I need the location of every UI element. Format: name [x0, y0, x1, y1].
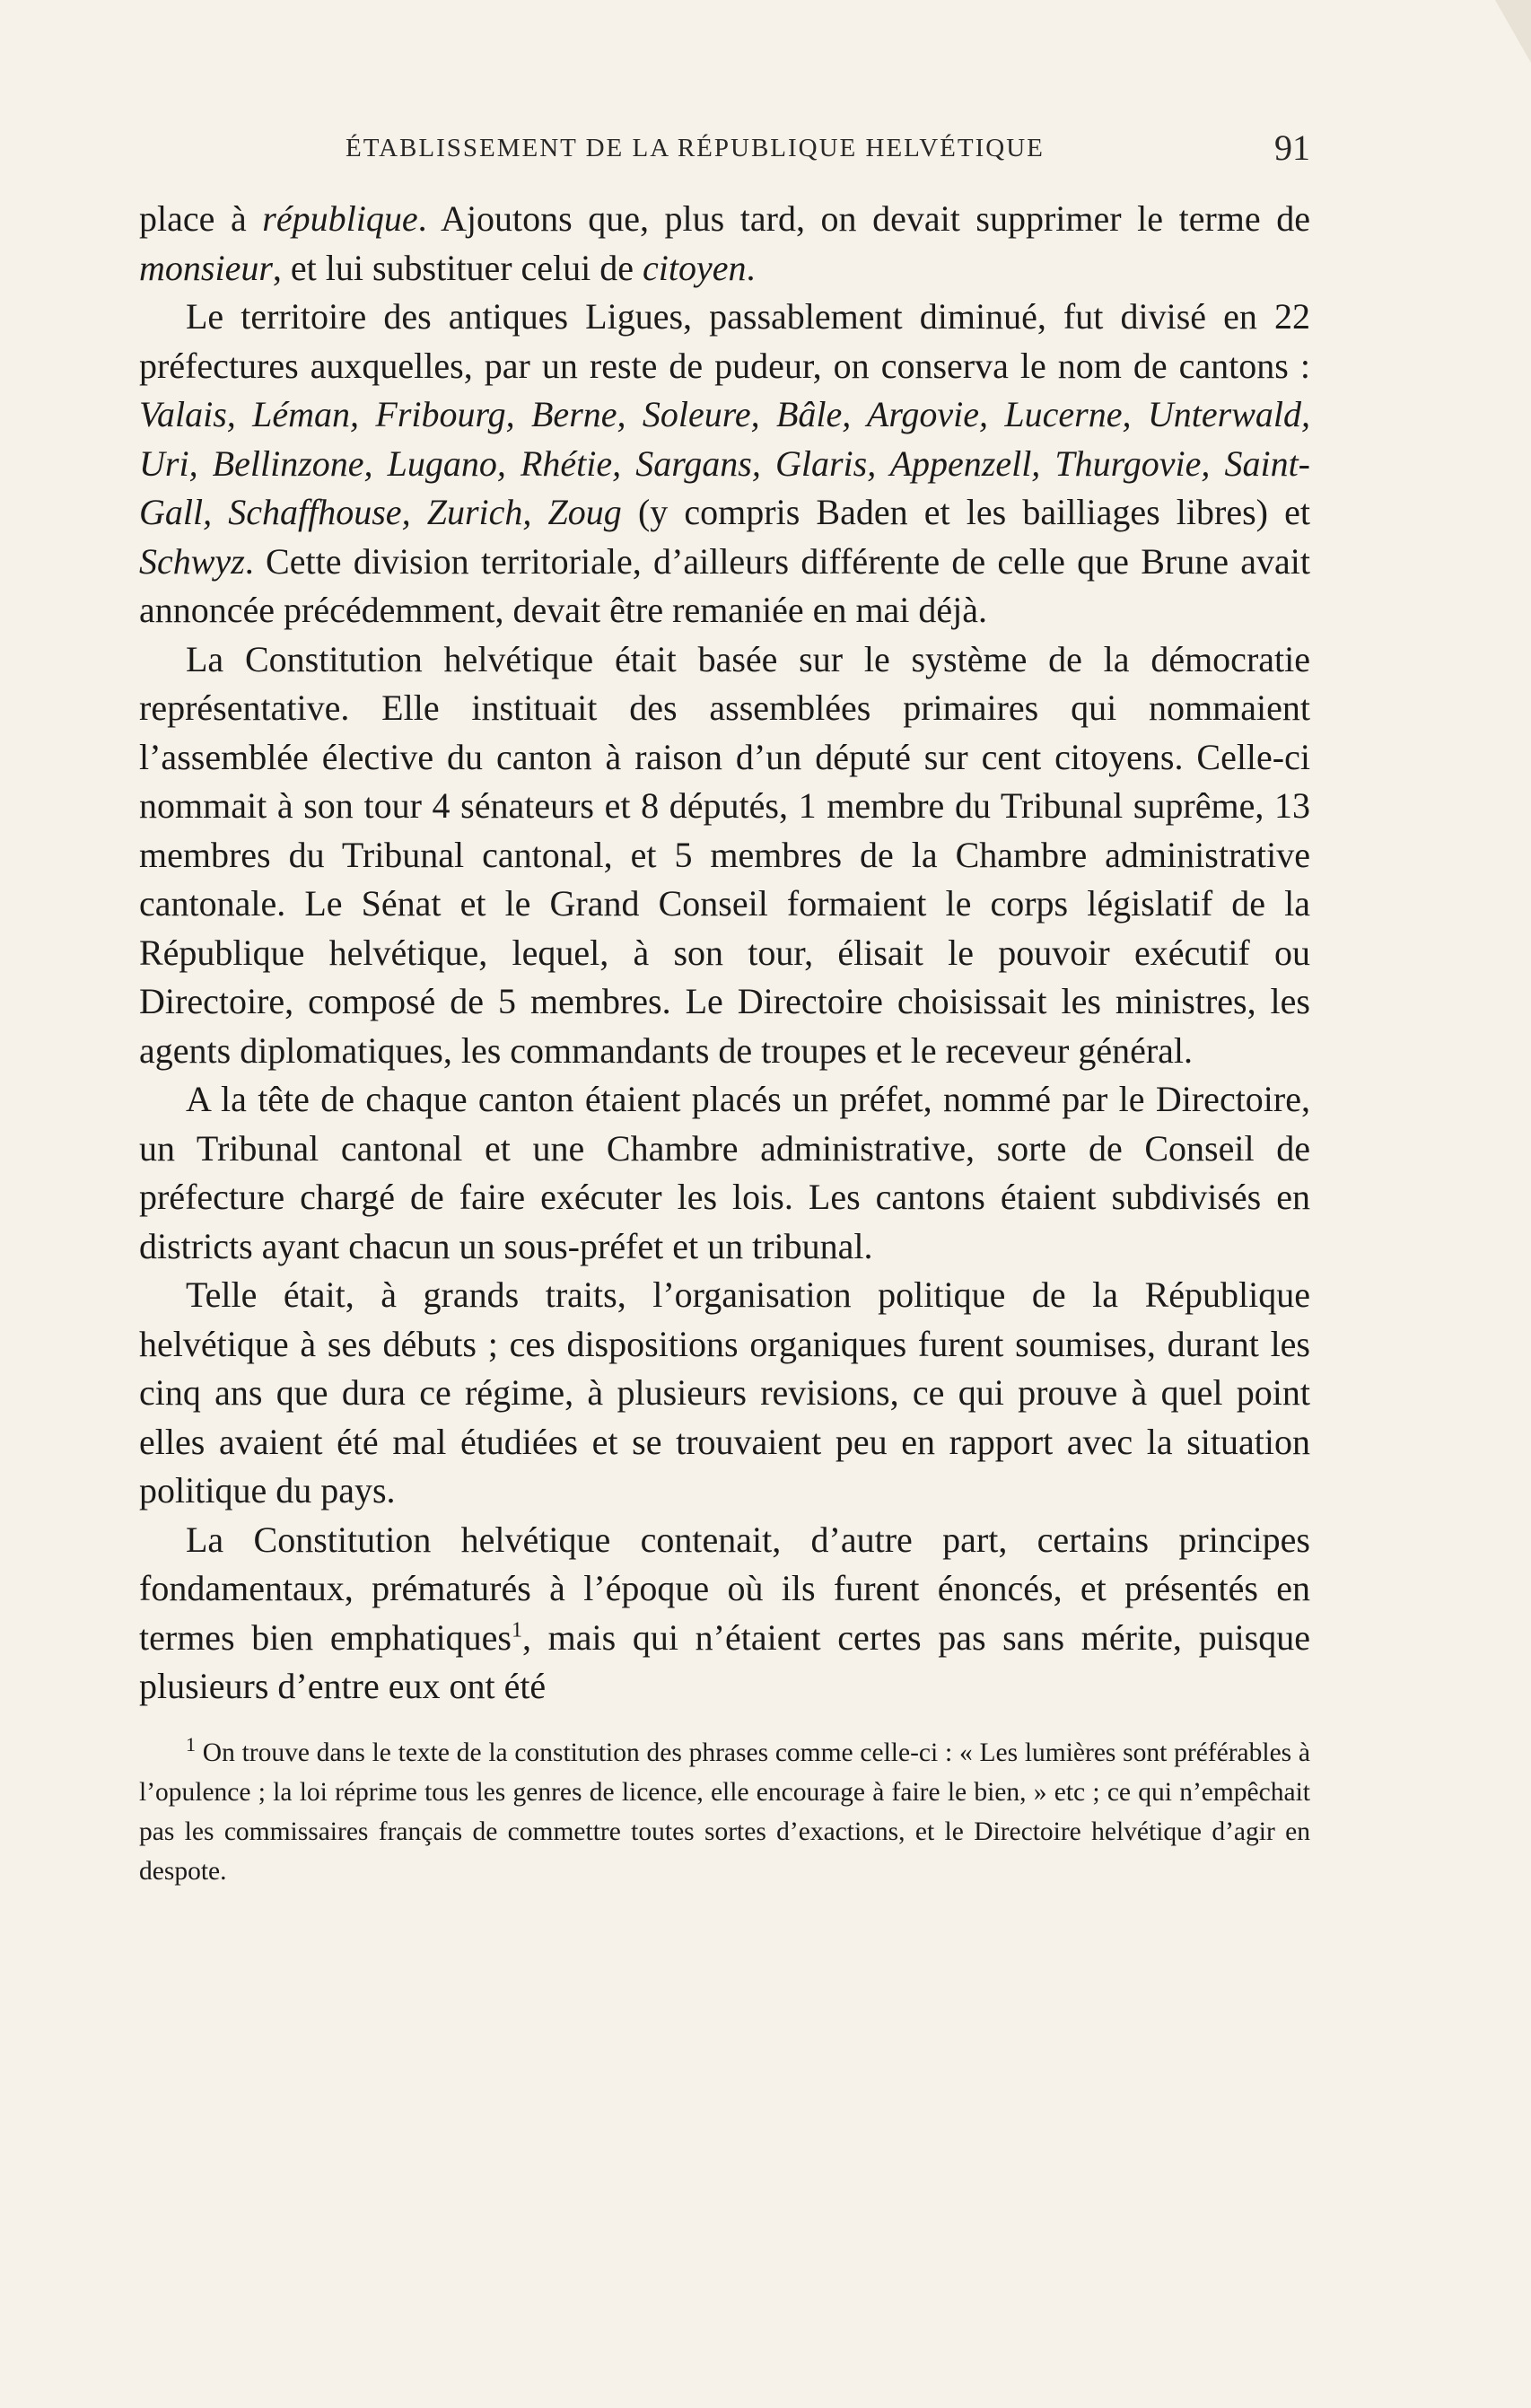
book-page: [139, 127, 1311, 1891]
paragraph: [139, 1075, 1310, 1271]
text-run: place à: [139, 198, 263, 239]
paragraph: [139, 293, 1310, 635]
paragraph: [139, 1516, 1310, 1712]
text-run: , mais qui n’étaient certes pas sans mérite, puisque plusieurs d’entre eux ont été: [139, 1616, 1311, 1706]
page-header: [139, 127, 1310, 177]
footnote-number: 1: [186, 1732, 196, 1756]
running-head: ÉTABLISSEMENT DE LA RÉPUBLIQUE HELVÉTIQUE: [346, 134, 1045, 162]
text-run: A la tête de chaque canton étaient placés un préfet, nommé par le Directoire, un Tribunal cantonal et une Chambre administrative, sorte de Conseil de préfecture chargé de faire exécuter les lois. Les cantons étaient subdivisés en districts ayant chacun un sous-préfet et un tribunal.: [139, 1079, 1310, 1266]
body-text: [139, 195, 1310, 1712]
italic-text: république: [262, 198, 418, 239]
footnote: [139, 1733, 1310, 1891]
italic-text: citoyen: [643, 247, 747, 288]
paragraph: [139, 195, 1310, 293]
text-run: , et lui substituer celui de: [272, 247, 643, 288]
footnote-text: On trouve dans le texte de la constitution des phrases comme celle-ci : « Les lumières sont préférables à l’opulence ; la loi réprime tous les genres de licence, elle encourage à faire le bien, » etc ; ce qui n’empêchait pas les commissaires français de commettre toutes sortes d’exactions, et le Directoire helvétique d’agir en despote.: [139, 1738, 1311, 1886]
text-run: .: [746, 247, 756, 288]
text-run: . Ajoutons que, plus tard, on devait supprimer le terme de: [417, 198, 1310, 239]
page-corner-shade: [1495, 0, 1531, 63]
text-run: . Cette division territoriale, d’ailleurs différente de celle que Brune avait annoncée précédemment, devait être remaniée en mai déjà.: [139, 540, 1310, 630]
text-run: Le territoire des antiques Ligues, passablement diminué, fut divisé en 22 préfectures auxquelles, par un reste de pudeur, on conserva le nom de cantons :: [139, 296, 1310, 386]
text-run: Telle était, à grands traits, l’organisation politique de la République helvétique à ses débuts ; ces dispositions organiques furent soumises, durant les cinq ans que dura ce régime, à plusieurs revisions, ce qui prouve à quel point elles avaient été mal étudiées et se trouvaient peu en rapport avec la situation politique du pays.: [139, 1274, 1310, 1510]
text-run: (y compris Baden et les bailliages libres) et: [621, 492, 1311, 532]
italic-text: monsieur: [139, 247, 273, 288]
text-run: La Constitution helvétique contenait, d’autre part, certains principes fondamentaux, prématurés à l’époque où ils furent énoncés, et présentés en termes bien emphatiques: [139, 1519, 1310, 1658]
paragraph: [139, 1271, 1310, 1516]
footnotes: [139, 1733, 1310, 1891]
footnote-reference: 1: [512, 1618, 522, 1642]
text-run: La Constitution helvétique était basée sur le système de la démocratie représentative. Elle instituait des assemblées primaires qui nommaient l’assemblée élective du canton à raison d’un député sur cent citoyens. Celle-ci nommait à son tour 4 sénateurs et 8 députés, 1 membre du Tribunal suprême, 13 membres du Tribunal cantonal, et 5 membres de la Chambre administrative cantonale. Le Sénat et le Grand Conseil formaient le corps législatif de la République helvétique, lequel, à son tour, élisait le pouvoir exécutif ou Directoire, composé de 5 membres. Le Directoire choisissait les ministres, les agents diplomatiques, les commandants de troupes et le receveur général.: [139, 638, 1310, 1071]
italic-text: Schwyz: [139, 540, 245, 582]
page-number: 91: [1274, 127, 1310, 168]
paragraph: [139, 635, 1310, 1076]
italic-text: Valais, Léman, Fribourg, Berne, Soleure, Bâle, Argovie, Lucerne, Unterwald, Uri, Bellinzone, Lugano, Rhétie, Sargans, Glaris, Appenzell, Thurgovie, Saint-Gall, Schaffhouse, Zurich, Zoug: [139, 394, 1310, 532]
